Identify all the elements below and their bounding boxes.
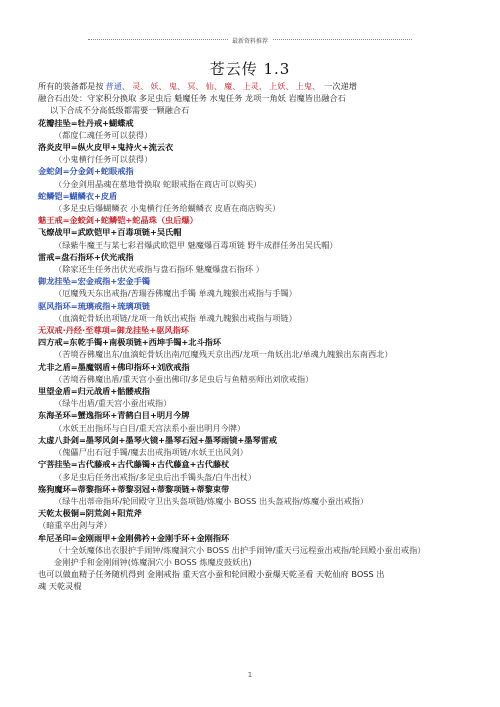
text-line: （暗重卒出剑与斧） xyxy=(38,520,112,531)
text-line: （苦境吞佛魔出盾/重天宫小蚕出佛印/多足虫后与鱼精巫师出刘欣戒指） xyxy=(54,373,314,384)
document-body xyxy=(38,80,460,593)
grade-item: 仙、 xyxy=(205,81,223,91)
header-text: 最新资料推荐 xyxy=(228,36,272,45)
text-line: 尤非之盾=墨魔钢盾+佛印指环+刘欣戒指 xyxy=(38,361,190,372)
intro-line xyxy=(38,80,460,92)
text-line: （多足虫后爆蝴鳞衣 小鬼横行任务给蝴鳞衣 皮盾在商店购买） xyxy=(54,203,281,214)
text-line: （血滴蛇骨妖出项链/龙项一角妖出戒指 单魂九魄猴出戒指与项链） xyxy=(54,312,297,323)
intro-prefix: 所有的装备都是按 xyxy=(38,81,104,91)
document-title: 苍云传 1.3 xyxy=(209,60,291,78)
grade-item: 魔、 xyxy=(224,81,241,91)
text-line: 里望金盾=归元战盾+骷髅戒指 xyxy=(38,386,150,397)
page-header xyxy=(88,37,412,45)
text-line: 宁菩挂坠=古代藤戒+古代藤镯+古代藤盒+古代藤杖 xyxy=(38,459,230,470)
grade-item: 妖、 xyxy=(150,81,167,91)
text-line: 御龙挂坠=宏金戒指+宏金手镯 xyxy=(38,276,150,287)
grade-item: 普通、 xyxy=(105,81,131,91)
text-line: （十全妖魔体出衣服护手闹钟/炼魔洞穴小 BOSS 出护手闹钟/重天弓远程蚕出戒指/轮回殿小蚕出戒指） xyxy=(54,544,426,555)
intro-suffix: 一次递增 xyxy=(324,81,357,91)
text-line: 飞燎战甲=武欧铠甲+百毒项链+吴氏帽 xyxy=(38,227,182,238)
grade-item: 上妖、 xyxy=(269,81,294,91)
body-lines xyxy=(38,92,460,592)
text-line: 花瓣挂坠=牡丹戒+蝴蝶戒 xyxy=(38,117,134,128)
text-line: 也可以做血精子任务随机得到 金刚戒指 重天宫小蚕和轮回殿小蚕爆天乾圣看 天乾仙府 BOSS 出 xyxy=(38,569,385,580)
text-line: 蛇鳞铠=蝴鳞衣+皮盾 xyxy=(38,190,118,201)
text-line: （小鬼横行任务可以获得） xyxy=(54,154,153,165)
text-line: 殇狗魔环=蒂黎指环+蒂黎羽冠+蒂黎项链+蒂黎束带 xyxy=(38,483,230,494)
grade-item: 上灵、 xyxy=(242,81,268,91)
text-line: 天乾太极铜=阴荒剑+阳荒斧 xyxy=(38,508,142,519)
text-line: 金蛇剑=分金剑+蛇眼戒指 xyxy=(38,166,134,177)
text-line: （除家还生任务出伏光戒指与盘石指环 魅魔爆盘石指环 ） xyxy=(54,264,264,275)
text-line: （都度仁魂任务可以获得） xyxy=(54,129,153,140)
text-line: 太虚八卦剑=墨琴风剑+墨琴火镜+墨琴石冠+墨琴雨镜+墨琴雷戒 xyxy=(38,434,277,445)
text-line: 牟尼圣印=金刚雨甲+金刚佛衿+金刚手环+金刚指环 xyxy=(38,532,230,543)
text-line: 洛炎皮甲=纵火皮甲+鬼持火+流云衣 xyxy=(38,142,174,153)
page-number: 1 xyxy=(247,671,253,679)
grade-item: 鬼、 xyxy=(168,81,186,91)
text-line: （厄魔残天东出戒指/苦瑞吞佛魔出手镯 单魂九魄猴出戒指与手镯） xyxy=(54,288,297,299)
text-line: 金刚护手和金刚闹钟(炼魔洞穴小 BOSS 炼魔皮鼓妖出) xyxy=(54,556,252,567)
text-line: （水妖王出指环与白目/重天宫法系小蚕出明月今牌） xyxy=(54,422,246,433)
text-line: （苦境吞佛魔出东/血滴蛇骨妖出南/厄魔残天京出西/龙项一角妖出北/单魂九魄猴出东南西北） xyxy=(54,349,393,360)
text-line: 驱风指环=琉璃戒指+琉璃项链 xyxy=(38,300,150,311)
grade-list xyxy=(106,81,323,91)
text-line: 雷戒=盘石指环+伏光戒指 xyxy=(38,251,134,262)
text-line: （绿牛出蒂帝指环/轮回殿守卫出头盔项链/炼魔小 BOSS 出头盔戒指/炼魔小蚕出戒指） xyxy=(54,495,369,506)
text-line: （分金剑用晶魂在墓地骨换取 蛇眼戒指在商店可以购买） xyxy=(54,178,262,189)
grade-item: 灵、 xyxy=(132,81,149,91)
text-line: 以下合成不分高低级都需要一颗融合石 xyxy=(50,105,190,116)
text-line: （绿牛出盾/重天宫小蚕出戒指） xyxy=(54,398,172,409)
grade-item: 上鬼、 xyxy=(295,81,321,91)
text-line: 东海圣环=蟹逸指环+青鹤白目+明月今牌 xyxy=(38,410,190,421)
text-line: （绿紫牛魔王与某七彩君爆武欧铠甲 魅魔爆百毒项链 野牛成群任务出吴氏帽） xyxy=(54,239,338,250)
text-line: 融合石出处：守家积分换取 多足虫后 魁魔任务 水鬼任务 龙项一角妖 岩魔皆出融合石 xyxy=(38,93,346,104)
grade-item: 冥、 xyxy=(187,81,204,91)
text-line: 无双戒·丹经·至尊项=御龙挂坠+驱风指环 xyxy=(38,325,189,336)
text-line: （多足虫后任务出戒指/多足虫后出手镯头盔/白牛出杖） xyxy=(54,471,257,482)
text-line: 魂 天乾灵棍 xyxy=(38,581,82,592)
text-line: 四方戒=东乾手镯+南极项链+西坤手镯+北斗指环 xyxy=(38,337,222,348)
text-line: 魅王戒=金蛟剑+蛇鳞铠+蛇晶珠（虫后爆） xyxy=(38,215,198,226)
text-line: （傀儡尸出石冠手镯/魔去出戒指项链/水妖王出风剑） xyxy=(54,447,248,458)
